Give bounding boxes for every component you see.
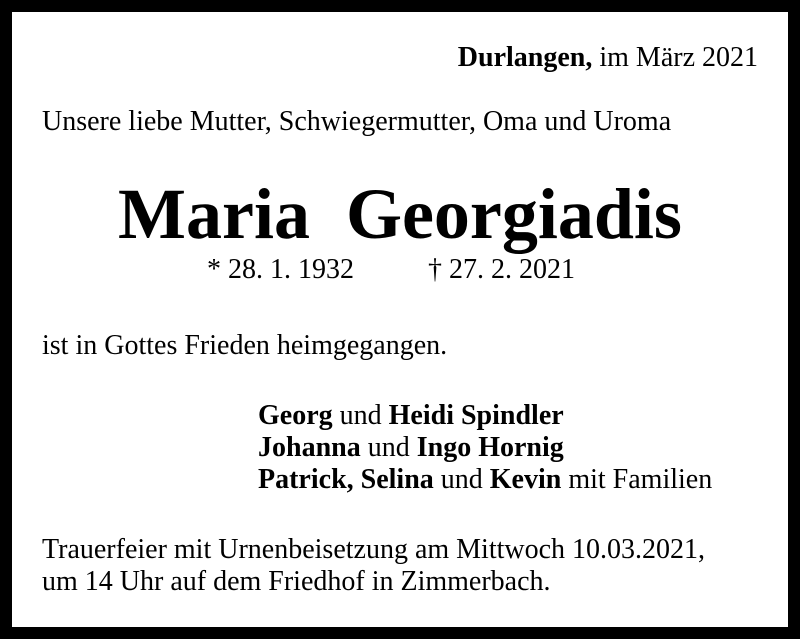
mourner-suffix: mit Familien [561,464,713,495]
date: im März 2021 [599,42,758,73]
mourner-name: Heidi Spindler [388,400,564,431]
mourner-name: Georg [258,400,333,431]
death-date: † 27. 2. 2021 [428,254,575,285]
birth-date: * 28. 1. 1932 [207,254,354,285]
service-line-1: Trauerfeier mit Urnenbeisetzung am Mittwoch 10.03.2021, [42,534,706,565]
mourner-sep: und [433,464,490,495]
mourner-name: Ingo Hornig [416,432,564,463]
service-line-2: um 14 Uhr auf dem Friedhof in Zimmerbach. [42,566,551,597]
obituary-notice [12,12,788,627]
mourner-name: Patrick, Selina [258,464,434,495]
mourner-row [258,464,712,496]
life-dates [207,254,575,286]
mourner-row [258,432,712,464]
message-text: ist in Gottes Frieden heimgegangen. [42,330,448,361]
mourner-name: Johanna [258,432,361,463]
mourner-sep: und [332,400,389,431]
deceased-name: Maria Georgiadis [118,174,682,254]
intro-text: Unsere liebe Mutter, Schwiegermutter, Oma und Uroma [42,106,672,137]
place-date [458,42,758,74]
mourner-name: Kevin [489,464,562,495]
service-info [42,534,705,598]
mourner-row [258,400,712,432]
mourners-list [258,400,712,496]
place: Durlangen, [457,42,593,73]
mourner-sep: und [360,432,417,463]
